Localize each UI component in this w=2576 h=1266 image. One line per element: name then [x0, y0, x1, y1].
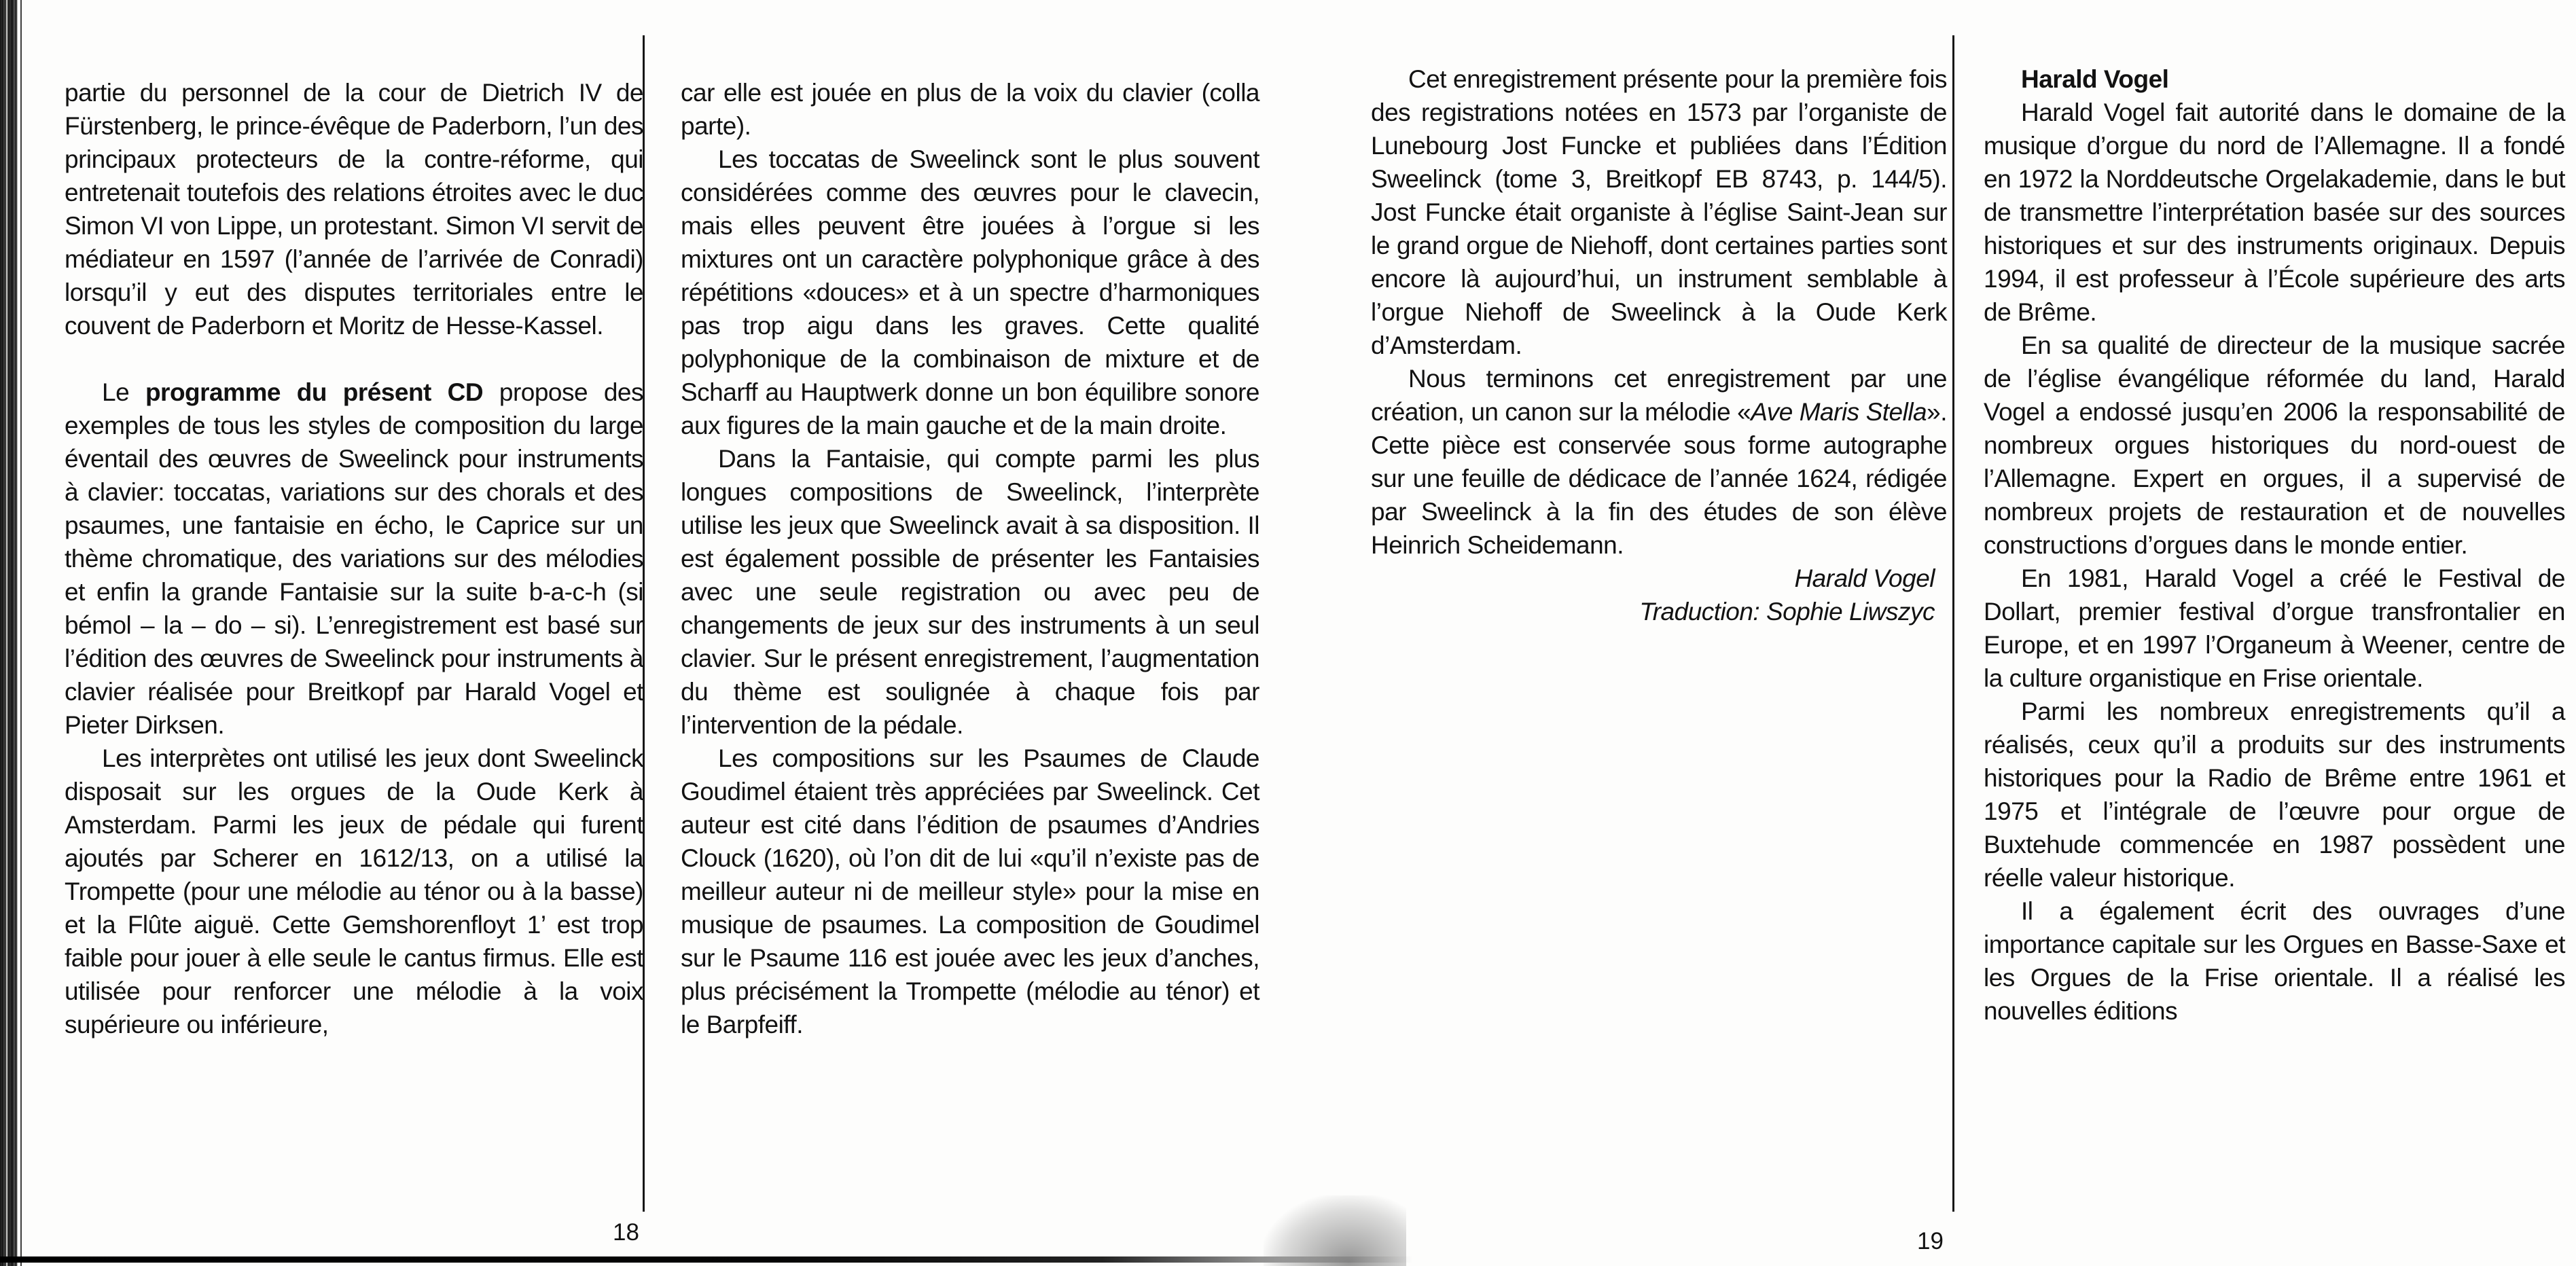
col1-p2-rest: propose des exemples de tous les styles de composition du large éventail des œuvres de Sweelinck pour instruments à clavier: toccatas, variations sur des chorals et des psaumes, une fantaisie en écho, le Caprice sur un thème chromatique, des variations sur des mélodies et enfin la grande Fantaisie sur la suite b-a-c-h (si bémol – la – do – si). L’enregistrement est basé sur l’édition des œuvres de Sweelinck pour instruments à clavier réalisée pour Breitkopf par Harald Vogel et Pieter Dirksen.: [65, 378, 643, 739]
right-page-column-1: [1371, 62, 1947, 628]
right-page-column-2: [1984, 62, 2565, 1028]
biography-heading: Harald Vogel: [2021, 65, 2169, 93]
col2-paragraph-4: Les compositions sur les Psaumes de Claude Goudimel étaient très appréciées par Sweelinck. Cet auteur est cité dans l’édition de psaumes d’Andries Clouck (1620), où l’on dit de lui «qu’il n’existe pas de meilleur auteur ni de meilleur style» pour la mise en musique de psaumes. La composition de Goudimel sur le Psaume 116 est jouée avec les jeux d’anches, plus précisément la Trompette (mélodie au ténor) et le Barpfeiff.: [681, 744, 1259, 1038]
left-page-column-1: [65, 76, 643, 1041]
scan-edge-line: [20, 0, 22, 1266]
col3-paragraph-1: Cet enregistrement présente pour la première fois des registrations notées en 1573 par l’organiste de Lunebourg Jost Funcke et publiées dans l’Édition Sweelinck (tome 3, Breitkopf EB 8743, p. 144/5). Jost Funcke était organiste à l’église Saint-Jean sur le grand orgue de Niehoff, dont certaines parties sont encore là aujourd’hui, un instrument semblable à l’orgue Niehoff de Sweelinck à la Oude Kerk d’Amsterdam.: [1371, 65, 1947, 359]
col4-paragraph-3: En 1981, Harald Vogel a créé le Festival de Dollart, premier festival d’orgue transfrontalier en Europe, et en 1997 l’Organeum à Weener, centre de la culture organistique en Frise orientale.: [1984, 564, 2565, 692]
col4-paragraph-1: Harald Vogel fait autorité dans le domaine de la musique d’orgue du nord de l’Allemagne. Il a fondé en 1972 la Norddeutsche Orgelakademie, dans le but de transmettre l’interprétation basée sur des sources historiques et sur des instruments originaux. Depuis 1994, il est professeur à l’École supérieure des arts de Brême.: [1984, 98, 2565, 326]
author-signature: Harald Vogel: [1794, 564, 1935, 592]
left-page-column-2: [681, 76, 1259, 1041]
page-number-right: 19: [1917, 1228, 1944, 1254]
col1-p2-bold-phrase: programme du présent CD: [145, 378, 484, 406]
col3-p2-rest: ». Cette pièce est conservée sous forme autographe sur une feuille de dédicace de l’année 1624, rédigée par Sweelinck à la fin des études de son élève Heinrich Scheidemann.: [1371, 398, 1947, 559]
col2-paragraph-1: car elle est jouée en plus de la voix du clavier (colla parte).: [681, 79, 1259, 140]
scan-bottom-edge: [0, 1256, 1413, 1263]
col3-p2-title-italic: Ave Maris Stella: [1751, 398, 1927, 426]
col2-paragraph-2: Les toccatas de Sweelinck sont le plus souvent considérées comme des œuvres pour le clavecin, mais elles peuvent être jouées à l’orgue si les mixtures ont un caractère polyphonique grâce à des répétitions «douces» et à un spectre d’harmoniques pas trop aigu dans les graves. Cette qualité polyphonique de la combinaison de mixture et de Scharff au Hauptwerk donne un bon équilibre sonore aux figures de la main gauche et de la main droite.: [681, 145, 1259, 439]
col4-paragraph-5: Il a également écrit des ouvrages d’une importance capitale sur les Orgues en Basse-Saxe et les Orgues de la Frise orientale. Il a réalisé les nouvelles éditions: [1984, 897, 2565, 1025]
scan-edge-streaks: [0, 0, 18, 1266]
col1-paragraph-2: [65, 376, 643, 742]
translation-credit: Traduction: Sophie Liwszyc: [1639, 598, 1935, 626]
column-divider-right-page: [1952, 35, 1954, 1212]
col3-p2-lead: Nous terminons cet enregistrement par une création, un canon sur la mélodie «: [1371, 365, 1947, 426]
col1-p2-lead: Le: [102, 378, 145, 406]
col3-paragraph-2: [1371, 362, 1947, 562]
col4-paragraph-2: En sa qualité de directeur de la musique sacrée de l’église évangélique réformée du land, Harald Vogel a endossé jusqu’en 2006 la responsabilité de nombreux orgues historiques du nord-ouest de l’Allemagne. Expert en orgues, il a supervisé de nombreux projets de restauration et de nouvelles constructions d’orgues dans le monde entier.: [1984, 331, 2565, 559]
spine-shadow: [1264, 1195, 1406, 1266]
col2-paragraph-3: Dans la Fantaisie, qui compte parmi les plus longues compositions de Sweelinck, l’interprète utilise les jeux que Sweelinck avait à sa disposition. Il est également possible de présenter les Fantaisies avec une seule registration ou avec peu de changements de jeux sur des instruments à un seul clavier. Sur le présent enregistrement, l’augmentation du thème est soulignée à chaque fois par l’intervention de la pédale.: [681, 445, 1259, 739]
col4-paragraph-4: Parmi les nombreux enregistrements qu’il a réalisés, ceux qu’il a produits sur des instruments historiques pour la Radio de Brême entre 1961 et 1975 et l’intégrale de l’œuvre pour orgue de Buxtehude commencée en 1987 possèdent une réelle valeur historique.: [1984, 698, 2565, 892]
col1-paragraph-1: partie du personnel de la cour de Dietrich IV de Fürstenberg, le prince-évêque de Paderborn, l’un des principaux protecteurs de la contre-réforme, qui entretenait toutefois des relations étroites avec le duc Simon VI von Lippe, un protestant. Simon VI servit de médiateur en 1597 (l’année de l’arrivée de Conradi) lorsqu’il y eut des disputes territoriales entre le couvent de Paderborn et Moritz de Hesse-Kassel.: [65, 79, 643, 340]
col1-paragraph-3: Les interprètes ont utilisé les jeux dont Sweelinck disposait sur les orgues de la Oude Kerk à Amsterdam. Parmi les jeux de pédale qui furent ajoutés par Scherer en 1612/13, on a utilisé la Trompette (pour une mélodie au ténor ou à la basse) et la Flûte aiguë. Cette Gemshorenfloyt 1’ est trop faible pour jouer à elle seule le cantus firmus. Elle est utilisée pour renforcer une mélodie à la voix supérieure ou inférieure,: [65, 744, 643, 1038]
page-number-left: 18: [613, 1219, 639, 1246]
